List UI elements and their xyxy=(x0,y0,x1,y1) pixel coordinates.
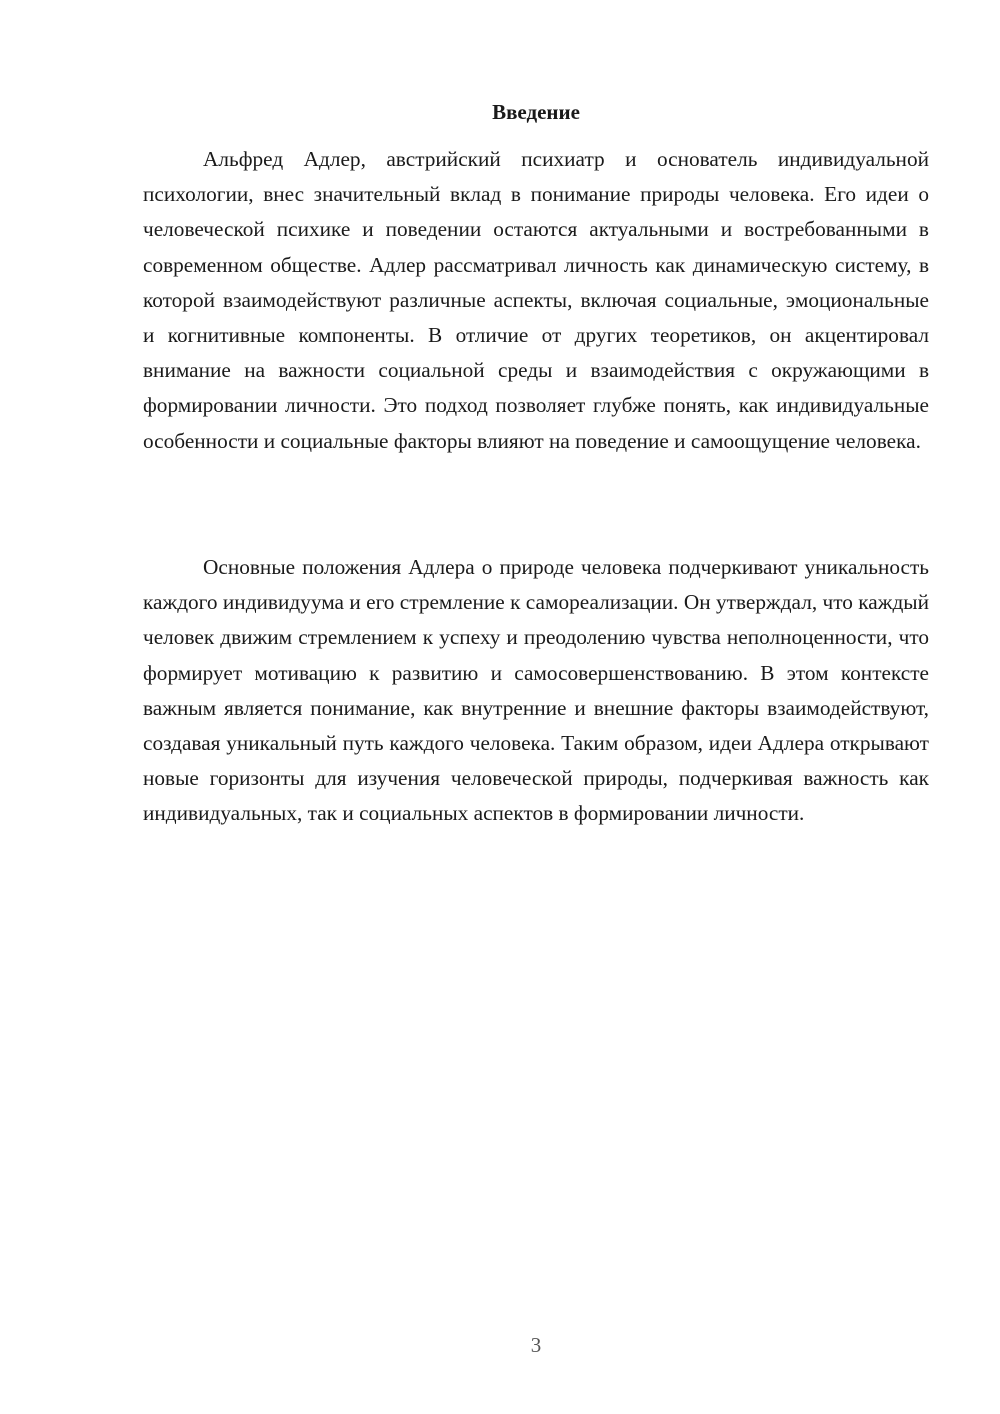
paragraph-1: Альфред Адлер, австрийский психиатр и основатель индивидуальной психологии, внес значительный вклад в понимание природы человека. Его идеи о человеческой психике и поведении остаются актуальными и востребованными в современном обществе. Адлер рассматривал личность как динамическую систему, в которой взаимодействуют различные аспекты, включая социальные, эмоциональные и когнитивные компоненты. В отличие от других теоретиков, он акцентировал внимание на важности социальной среды и взаимодействия с окружающими в формировании личности. Это подход позволяет глубже понять, как индивидуальные особенности и социальные факторы влияют на поведение и самоощущение человека. xyxy=(143,147,929,453)
section-heading: Введение xyxy=(492,100,580,124)
page-number: 3 xyxy=(530,1333,542,1357)
paragraph-2: Основные положения Адлера о природе человека подчеркивают уникальность каждого индивидуума и его стремление к самореализации. Он утверждал, что каждый человек движим стремлением к успеху и преодолению чувства неполноценности, что формирует мотивацию к развитию и самосовершенствованию. В этом контексте важным является понимание, как внутренние и внешние факторы взаимодействуют, создавая уникальный путь каждого человека. Таким образом, идеи Адлера открывают новые горизонты для изучения человеческой природы, подчеркивая важность как индивидуальных, так и социальных аспектов в формировании личности. xyxy=(143,555,929,826)
